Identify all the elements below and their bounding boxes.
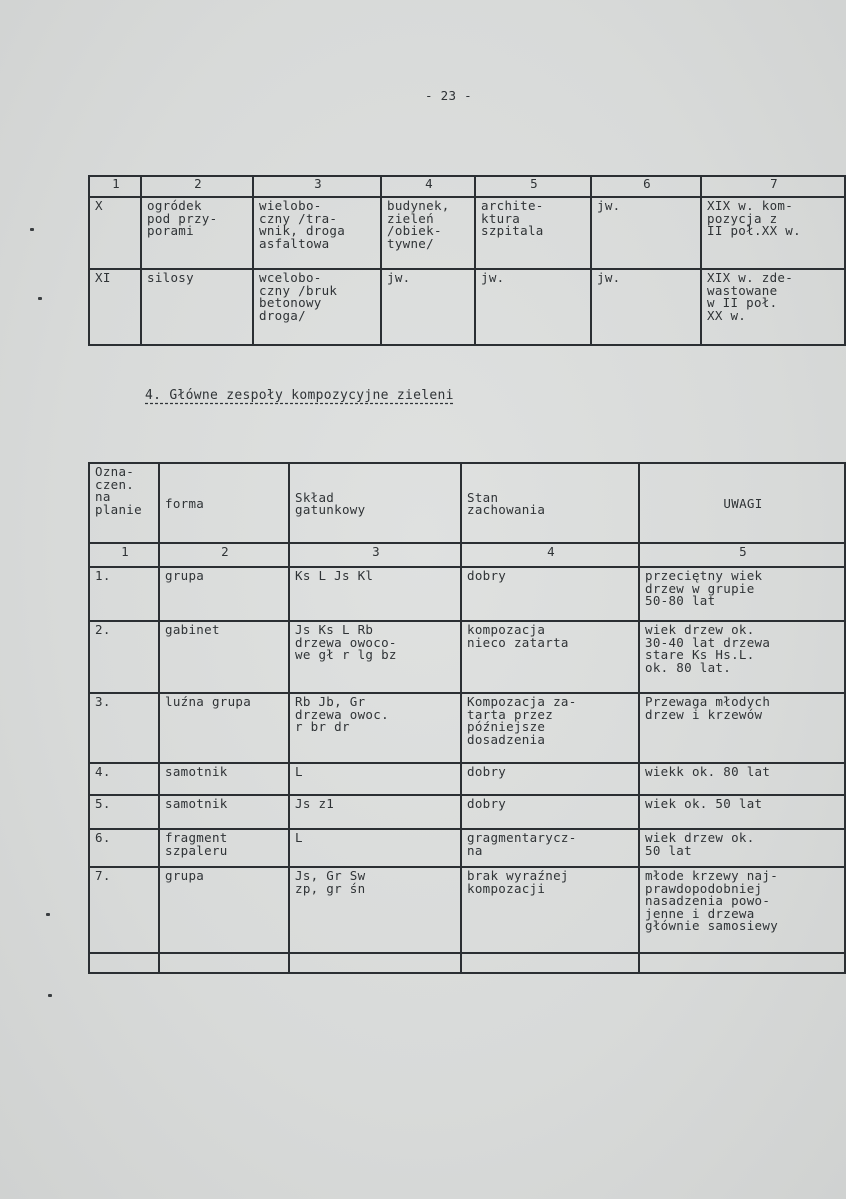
header-cell: 1 [89, 176, 141, 197]
table-cell: samotnik [159, 795, 289, 829]
table-cell: dobry [461, 763, 639, 795]
table-green-complexes [88, 462, 846, 974]
header-cell: 2 [159, 543, 289, 567]
scan-speck [48, 994, 52, 997]
table-cell-empty [89, 953, 159, 973]
table-cell: dobry [461, 567, 639, 621]
table-cell: ogródek pod przy- porami [141, 197, 253, 269]
table-cell-empty [159, 953, 289, 973]
table-row [89, 567, 845, 621]
page-number: - 23 - [425, 88, 472, 103]
table-row [89, 197, 845, 269]
table-row [89, 795, 845, 829]
table-architecture [88, 175, 846, 346]
header-cell: 2 [141, 176, 253, 197]
header-cell: Skład gatunkowy [289, 463, 461, 543]
table-row [89, 829, 845, 867]
table-cell: 7. [89, 867, 159, 953]
table-cell: budynek, zieleń /obiek- tywne/ [381, 197, 475, 269]
header-cell: 5 [639, 543, 845, 567]
header-cell: 7 [701, 176, 845, 197]
table-cell: Js Ks L Rb drzewa owoco- we gł r lg bz [289, 621, 461, 693]
table-cell: brak wyraźnej kompozacji [461, 867, 639, 953]
table-cell: 6. [89, 829, 159, 867]
table-cell: kompozacja nieco zatarta [461, 621, 639, 693]
table-cell: jw. [381, 269, 475, 345]
header-cell: 1 [89, 543, 159, 567]
table-cell: grupa [159, 867, 289, 953]
table-row [89, 763, 845, 795]
table-cell: 5. [89, 795, 159, 829]
table-cell: XI [89, 269, 141, 345]
table-cell: wielobo- czny /tra- wnik, droga asfaltowa [253, 197, 381, 269]
table-cell: L [289, 829, 461, 867]
table-cell: Rb Jb, Gr drzewa owoc. r br dr [289, 693, 461, 763]
table-cell: wiek ok. 50 lat [639, 795, 845, 829]
header-cell: Ozna- czen. na planie [89, 463, 159, 543]
table-row [89, 269, 845, 345]
table-cell: wiekk ok. 80 lat [639, 763, 845, 795]
table-cell: gragmentarycz- na [461, 829, 639, 867]
table-cell: luźna grupa [159, 693, 289, 763]
table-cell: jw. [475, 269, 591, 345]
table-cell: grupa [159, 567, 289, 621]
header-cell: Stan zachowania [461, 463, 639, 543]
table-cell: gabinet [159, 621, 289, 693]
table-row [89, 867, 845, 953]
table-cell: wiek drzew ok. 30-40 lat drzewa stare Ks Hs.L. ok. 80 lat. [639, 621, 845, 693]
header-cell: 4 [461, 543, 639, 567]
table-cell: XIX w. kom- pozycja z II poł.XX w. [701, 197, 845, 269]
table-cell: X [89, 197, 141, 269]
table-cell: Js, Gr Sw zp, gr śn [289, 867, 461, 953]
table-cell: 2. [89, 621, 159, 693]
section-heading: 4. Główne zespoły kompozycyjne zieleni [145, 388, 454, 403]
header-cell: 3 [289, 543, 461, 567]
table-cell: wcelobo- czny /bruk betonowy droga/ [253, 269, 381, 345]
scan-speck [38, 297, 42, 300]
table-cell: XIX w. zde- wastowane w II poł. XX w. [701, 269, 845, 345]
table-header-row [89, 176, 845, 197]
table-cell-empty [639, 953, 845, 973]
table-cell: jw. [591, 269, 701, 345]
table-header-row [89, 463, 845, 543]
table-cell: dobry [461, 795, 639, 829]
table-row [89, 621, 845, 693]
table-cell: przeciętny wiek drzew w grupie 50-80 lat [639, 567, 845, 621]
table-end-row [89, 953, 845, 973]
table-cell: młode krzewy naj- prawdopodobniej nasadzenia powo- jenne i drzewa głównie samosiewy [639, 867, 845, 953]
scan-speck [46, 913, 50, 916]
header-cell: 4 [381, 176, 475, 197]
table-cell: Przewaga młodych drzew i krzewów [639, 693, 845, 763]
table-cell-empty [461, 953, 639, 973]
table-cell-empty [289, 953, 461, 973]
header-cell: 5 [475, 176, 591, 197]
table-number-row [89, 543, 845, 567]
table-row [89, 693, 845, 763]
table-cell: Js z1 [289, 795, 461, 829]
header-cell: 3 [253, 176, 381, 197]
table-cell: wiek drzew ok. 50 lat [639, 829, 845, 867]
header-cell: 6 [591, 176, 701, 197]
header-cell: UWAGI [639, 463, 845, 543]
table-cell: 3. [89, 693, 159, 763]
table-cell: jw. [591, 197, 701, 269]
table-cell: Ks L Js Kl [289, 567, 461, 621]
table-cell: Kompozacja za- tarta przez późniejsze dosadzenia [461, 693, 639, 763]
header-cell: forma [159, 463, 289, 543]
table-cell: fragment szpaleru [159, 829, 289, 867]
table-cell: archite- ktura szpitala [475, 197, 591, 269]
table-cell: 4. [89, 763, 159, 795]
table-cell: samotnik [159, 763, 289, 795]
table-cell: 1. [89, 567, 159, 621]
table-cell: silosy [141, 269, 253, 345]
scan-speck [30, 228, 34, 231]
table-cell: L [289, 763, 461, 795]
